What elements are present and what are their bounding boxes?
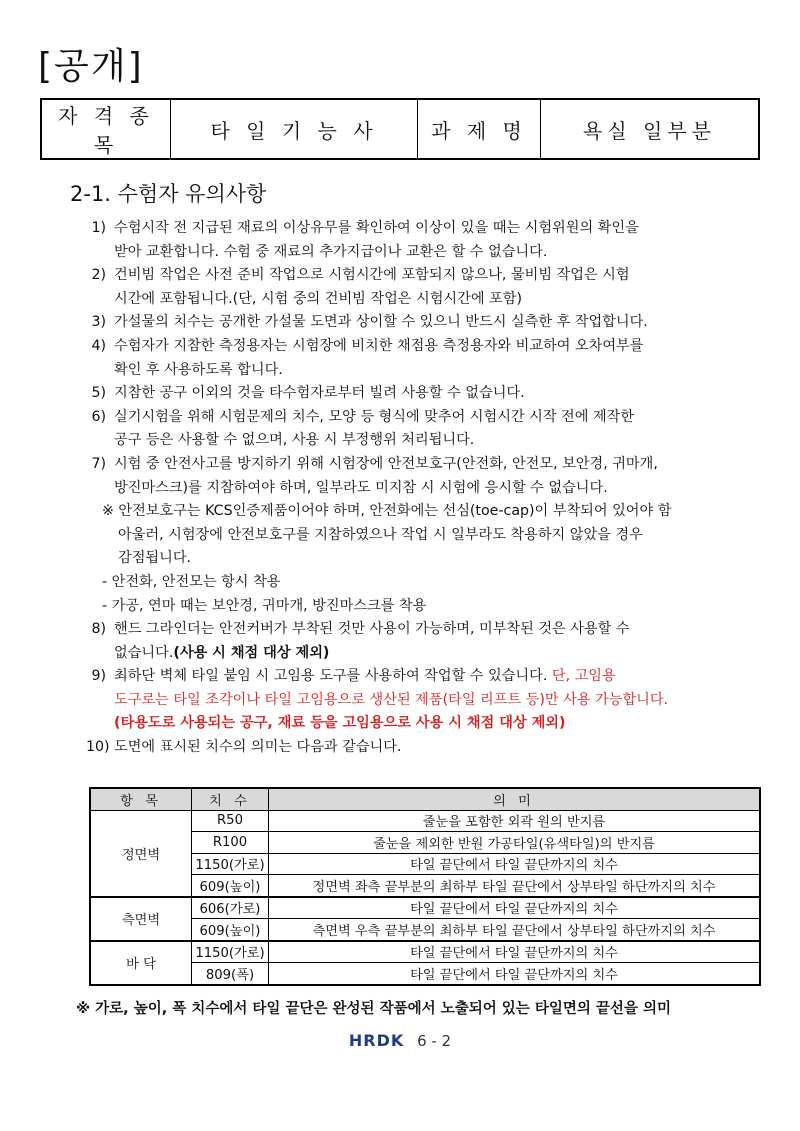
list-item <box>86 618 766 665</box>
item-number: 1) <box>91 220 106 236</box>
list-item <box>86 382 766 406</box>
red-warning: 도구로는 타일 조각이나 타일 고임용으로 생산된 제품(타일 리프트 등)만 사용 가능합니다. <box>114 691 669 708</box>
list-item <box>86 736 766 760</box>
item-line: 도면에 표시된 치수의 의미는 다음과 같습니다. <box>114 739 402 756</box>
table-row <box>90 897 760 919</box>
item-number: 4) <box>91 337 106 354</box>
item-line: 방진마스크)를 지참하여야 하며, 일부라도 미지참 시 시험에 응시할 수 없습니다. <box>114 479 608 496</box>
item-line: 최하단 벽체 타일 붙임 시 고임용 도구를 사용하여 작업할 수 있습니다. <box>114 668 548 685</box>
note-line: 아울러, 시험장에 안전보호구를 지참하였으나 작업 시 일부라도 착용하지 않았을 경우 <box>118 526 643 543</box>
note-line: 감점됩니다. <box>118 550 192 567</box>
item-line: 건비빔 작업은 사전 준비 작업으로 시험시간에 포함되지 않으나, 물비빔 작업은 시험 <box>114 267 630 284</box>
item-number: 7) <box>91 455 106 472</box>
dimension-meaning: 타일 끝단에서 타일 끝단까지의 치수 <box>269 853 761 875</box>
item-line: 지참한 공구 이외의 것을 타수험자로부터 빌려 사용할 수 없습니다. <box>114 385 525 402</box>
dimension-value: 609(높이) <box>192 919 269 941</box>
item-number: 5) <box>91 385 106 402</box>
item-line: 수험시작 전 지급된 재료의 이상유무를 확인하여 이상이 있을 때는 시험위원의 확인을 <box>114 220 639 236</box>
dimension-meaning: 타일 끝단에서 타일 끝단까지의 치수 <box>269 941 761 963</box>
dimension-meaning: 타일 끝단에서 타일 끝단까지의 치수 <box>269 897 761 919</box>
dimension-meaning: 정면벽 좌측 끝부분의 최하부 타일 끝단에서 상부타일 하단까지의 치수 <box>269 875 761 897</box>
item-line: 공구 등은 사용할 수 없으며, 사용 시 부정행위 처리됩니다. <box>114 432 475 449</box>
group-name: 정면벽 <box>90 810 192 897</box>
dimension-meaning: 타일 끝단에서 타일 끝단까지의 치수 <box>269 963 761 985</box>
red-warning: 단, 고임용 <box>551 668 616 685</box>
item-number: 3) <box>91 314 106 331</box>
section-title: 2-1. 수험자 유의사항 <box>70 182 267 206</box>
hrdk-logo: HRDK <box>348 1031 405 1050</box>
group-name: 측면벽 <box>90 897 192 941</box>
sub-item: - 가공, 연마 때는 보안경, 귀마개, 방진마스크를 착용 <box>102 597 427 614</box>
list-item <box>86 406 766 453</box>
dimension-meaning: 줄눈을 제외한 반원 가공타일(유색타일)의 반지름 <box>269 832 761 854</box>
list-item <box>86 311 766 335</box>
item-line: 시간에 포함됩니다.(단, 시험 중의 건비빔 작업은 시험시간에 포함) <box>114 290 522 307</box>
task-value: 욕실 일부분 <box>541 99 760 159</box>
precautions-list <box>86 217 766 760</box>
item-line: 실기시험을 위해 시험문제의 치수, 모양 등 형식에 맞추어 시험시간 시작 전에 제작한 <box>114 408 635 425</box>
dimensions-table <box>89 787 761 986</box>
safety-note <box>86 500 766 571</box>
col-header: 치 수 <box>192 788 269 810</box>
item-number: 9) <box>91 668 106 685</box>
table-row <box>90 810 760 832</box>
item-number: 2) <box>91 267 106 284</box>
item-line: 핸드 그라인더는 안전커버가 부착된 것만 사용이 가능하며, 미부착된 것은 사용할 수 <box>114 621 630 638</box>
qualification-value: 타 일 기 능 사 <box>171 99 418 159</box>
table-row <box>90 941 760 963</box>
item-line: 시험 중 안전사고를 방지하기 위해 시험장에 안전보호구(안전화, 안전모, 보안경, 귀마개, <box>114 455 658 472</box>
sub-item: - 안전화, 안전모는 항시 착용 <box>102 573 281 590</box>
qualification-label: 자 격 종 목 <box>41 99 171 159</box>
item-line: 없습니다. <box>114 644 174 661</box>
list-item <box>86 217 766 264</box>
grading-exclusion-note: (사용 시 채점 대상 제외) <box>173 644 330 661</box>
dimension-value: R100 <box>192 832 269 854</box>
item-number: 8) <box>91 621 106 638</box>
red-bold-warning: (타용도로 사용되는 공구, 재료 등을 고임용으로 사용 시 채점 대상 제외) <box>114 715 566 732</box>
item-line: 수험자가 지참한 측정용자는 시험장에 비치한 채점용 측정용자와 비교하여 오차여부를 <box>114 337 644 354</box>
dimension-value: 1150(가로) <box>192 941 269 963</box>
item-number: 10) <box>86 739 110 756</box>
col-header: 의 미 <box>269 788 761 810</box>
item-number: 6) <box>91 408 106 425</box>
item-line: 확인 후 사용하도록 합니다. <box>114 361 283 378</box>
col-header: 항 목 <box>90 788 192 810</box>
list-item <box>86 453 766 500</box>
dimension-value: 1150(가로) <box>192 853 269 875</box>
item-line: 받아 교환합니다. 수험 중 재료의 추가지급이나 교환은 할 수 없습니다. <box>114 243 548 260</box>
dimension-meaning: 측면벽 우측 끝부분의 최하부 타일 끝단에서 상부타일 하단까지의 치수 <box>269 919 761 941</box>
dimension-value: 809(폭) <box>192 963 269 985</box>
disclosure-label: [공개] <box>38 46 144 87</box>
footnote: ※ 가로, 높이, 폭 치수에서 타일 끝단은 완성된 작품에서 노출되어 있는 타일면의 끝선을 의미 <box>76 1001 671 1017</box>
page-footer <box>0 1031 800 1050</box>
note-line: ※ 안전보호구는 KCS인증제품이어야 하며, 안전화에는 선심(toe-cap)이 부착되어 있어야 함 <box>102 503 672 520</box>
dimension-value: 606(가로) <box>192 897 269 919</box>
dimension-value: R50 <box>192 810 269 832</box>
page-number: 6 - 2 <box>417 1032 452 1050</box>
dimension-value: 609(높이) <box>192 875 269 897</box>
group-name: 바 닥 <box>90 941 192 985</box>
list-item <box>86 335 766 382</box>
list-item <box>86 665 766 736</box>
dimension-meaning: 줄눈을 포함한 외곽 원의 반지름 <box>269 810 761 832</box>
task-label: 과 제 명 <box>418 99 541 159</box>
list-item <box>86 264 766 311</box>
item-line: 가설물의 치수는 공개한 가설물 도면과 상이할 수 있으니 반드시 실측한 후 작업합니다. <box>114 314 648 331</box>
header-table <box>40 98 760 160</box>
